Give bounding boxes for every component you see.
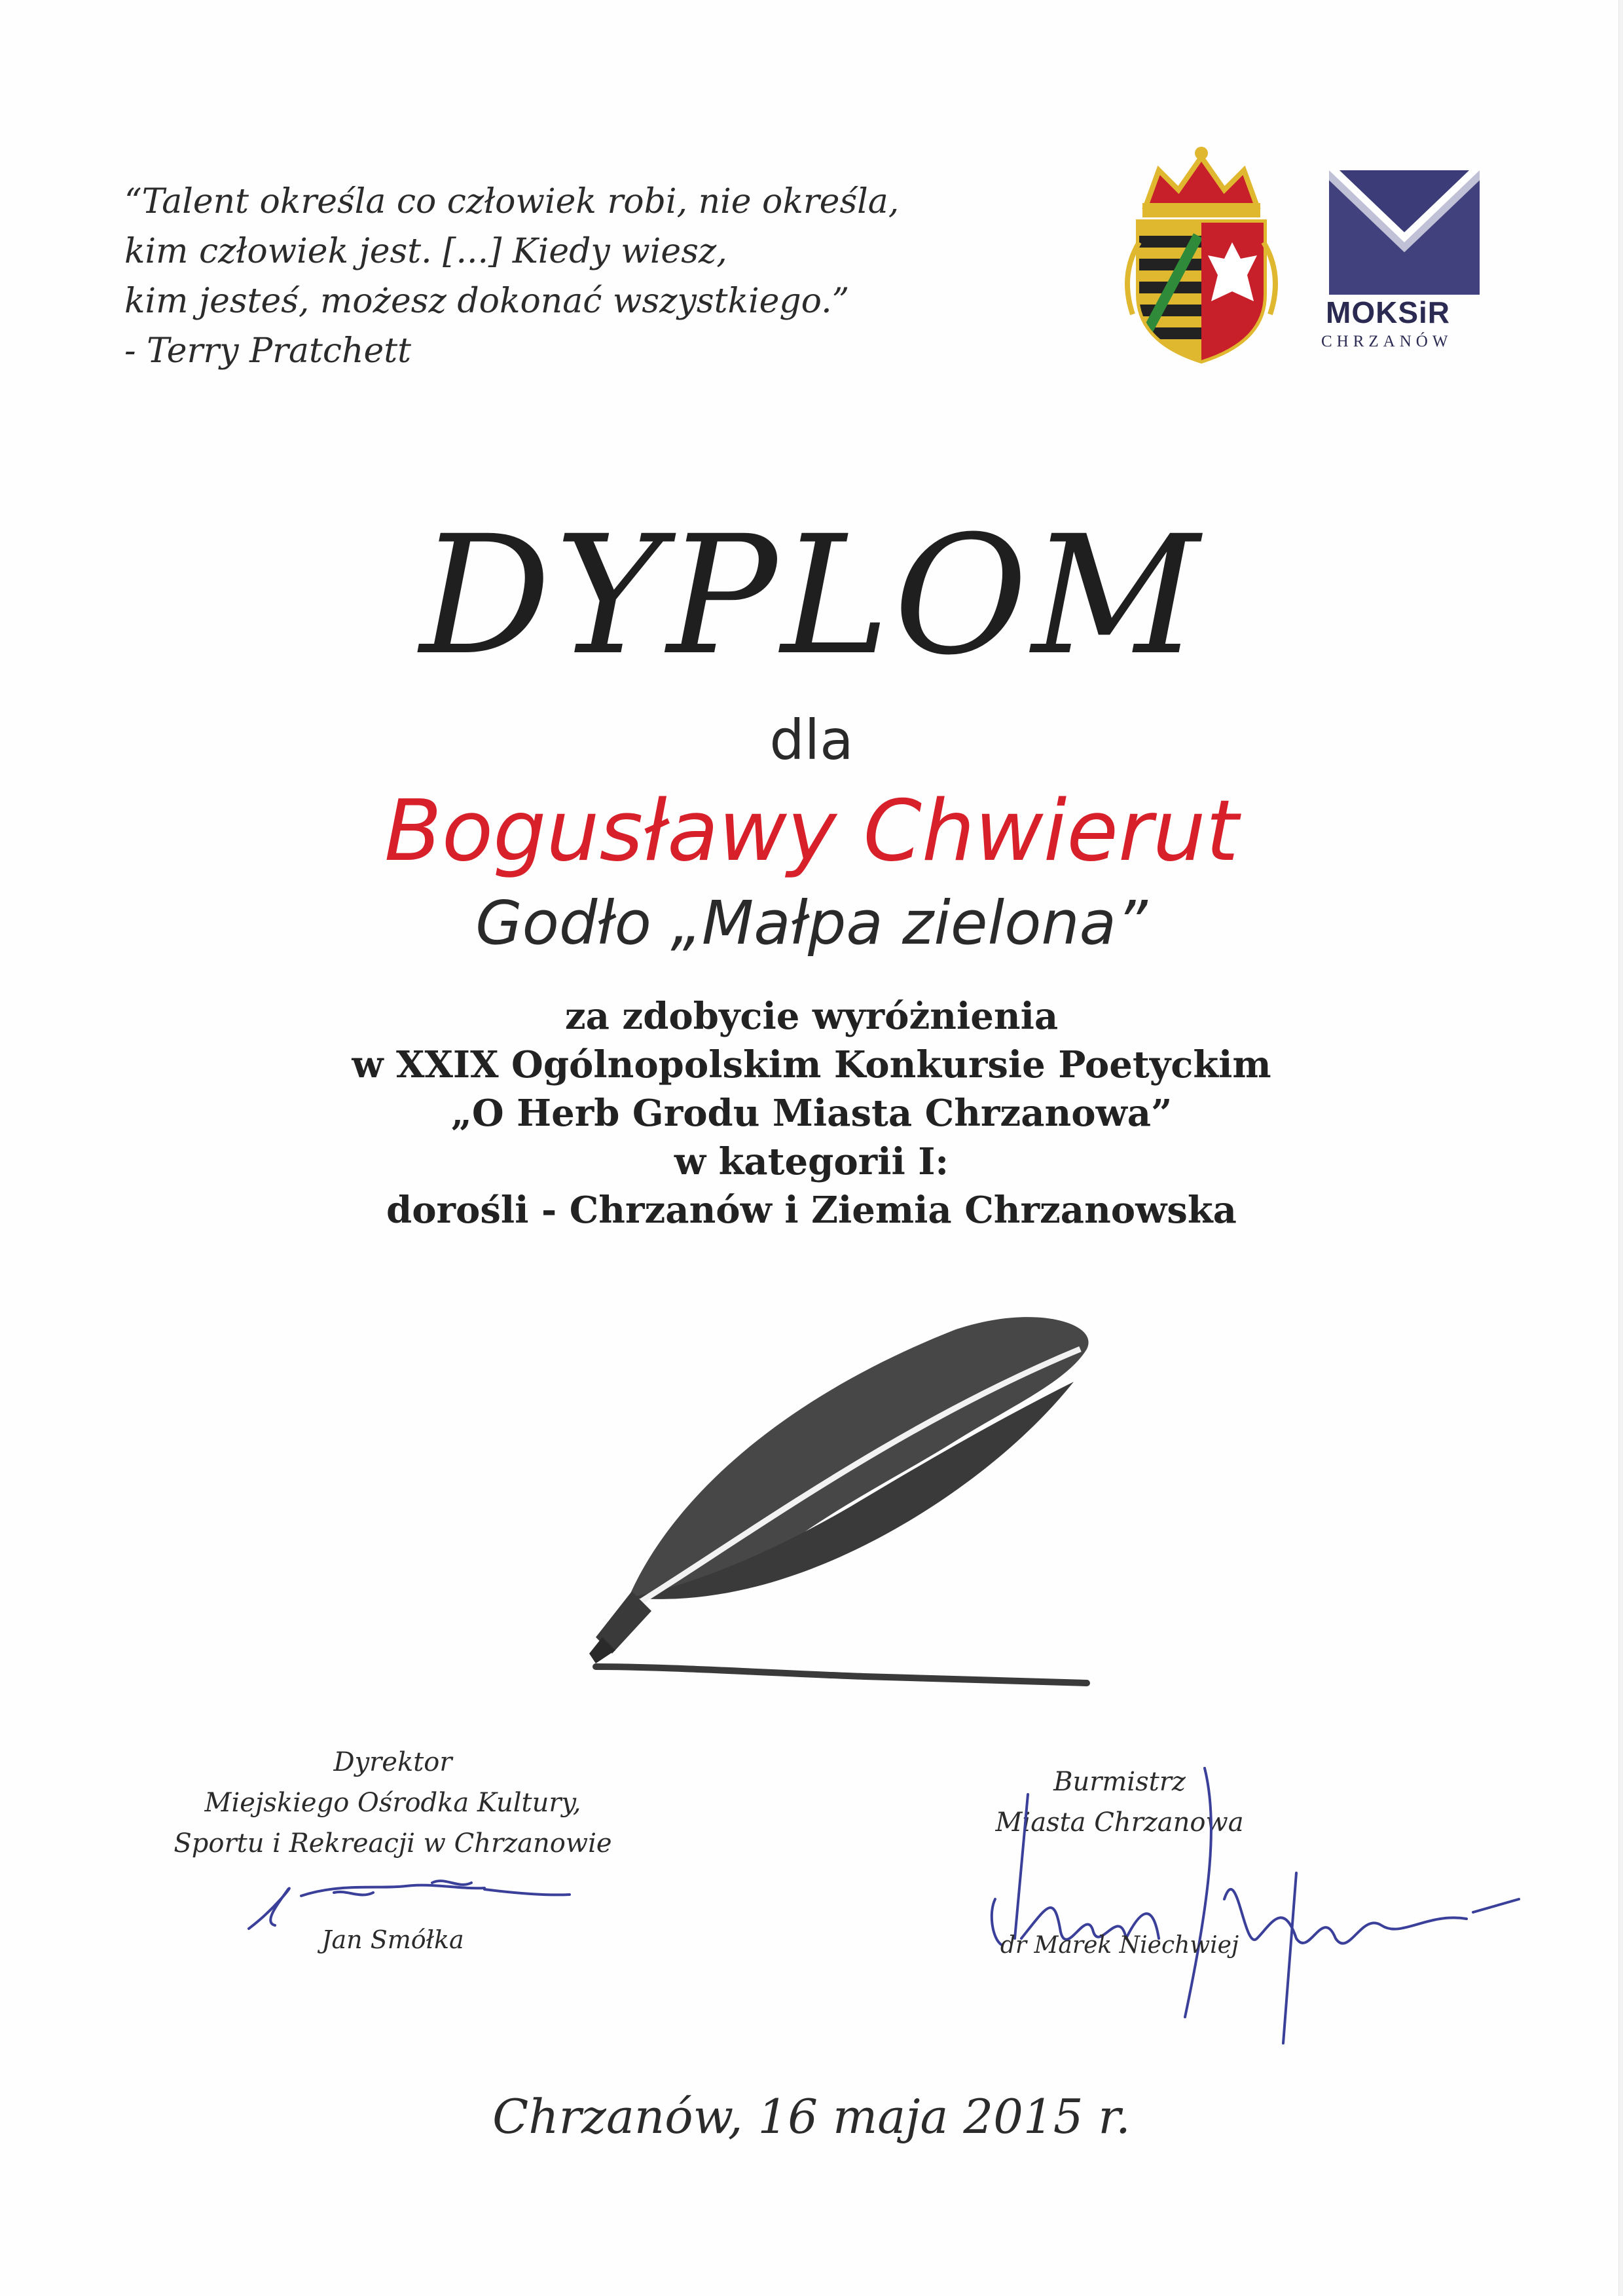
quote-line-2: kim człowiek jest. [...] Kiedy wiesz, xyxy=(124,232,727,271)
motto: Godło „Małpa zielona” xyxy=(475,888,1148,958)
epigraph-quote xyxy=(124,177,943,376)
quote-line-1: “Talent określa co człowiek robi, nie określa, xyxy=(124,182,900,221)
director-title xyxy=(157,1742,629,1864)
recipient-name: Bogusławy Chwierut xyxy=(384,783,1239,880)
diploma-title: DYPLOM xyxy=(420,500,1203,691)
mayor-signature xyxy=(930,1742,1571,2083)
director-name: Jan Smółka xyxy=(321,1925,464,1954)
quill-pen-icon xyxy=(498,1310,1120,1716)
award-line-4: w kategorii I: xyxy=(674,1140,949,1183)
moksir-city: CHRZANÓW xyxy=(1321,333,1453,350)
mayor-title-line-2: Miasta Chrzanowa xyxy=(995,1807,1244,1838)
award-line-5: dorośli - Chrzanów i Ziemia Chrzanowska xyxy=(386,1189,1237,1232)
director-title-line-2: Miejskiego Ośrodka Kultury, xyxy=(204,1788,581,1818)
director-title-line-3: Sportu i Rekreacji w Chrzanowie xyxy=(173,1828,612,1859)
place-and-date: Chrzanów, 16 maja 2015 r. xyxy=(492,2089,1131,2144)
quote-line-3: kim jesteś, możesz dokonać wszystkiego.” xyxy=(124,282,850,321)
crown-icon xyxy=(1142,147,1260,217)
director-title-line-1: Dyrektor xyxy=(333,1747,452,1777)
award-line-2: w XXIX Ogólnopolskim Konkursie Poetyckim xyxy=(352,1043,1271,1086)
quote-author: - Terry Pratchett xyxy=(124,331,412,371)
award-line-3: „O Herb Grodu Miasta Chrzanowa” xyxy=(450,1092,1173,1135)
moksir-name: MOKSiR xyxy=(1326,295,1450,329)
award-description xyxy=(0,992,1623,1234)
mayor-title-line-1: Burmistrz xyxy=(1053,1767,1186,1797)
dla-label: dla xyxy=(769,708,854,772)
mayor-name: dr Marek Niechwiej xyxy=(1000,1932,1239,1959)
coat-of-arms-icon xyxy=(1106,144,1296,367)
award-line-1: za zdobycie wyróżnienia xyxy=(564,995,1059,1038)
